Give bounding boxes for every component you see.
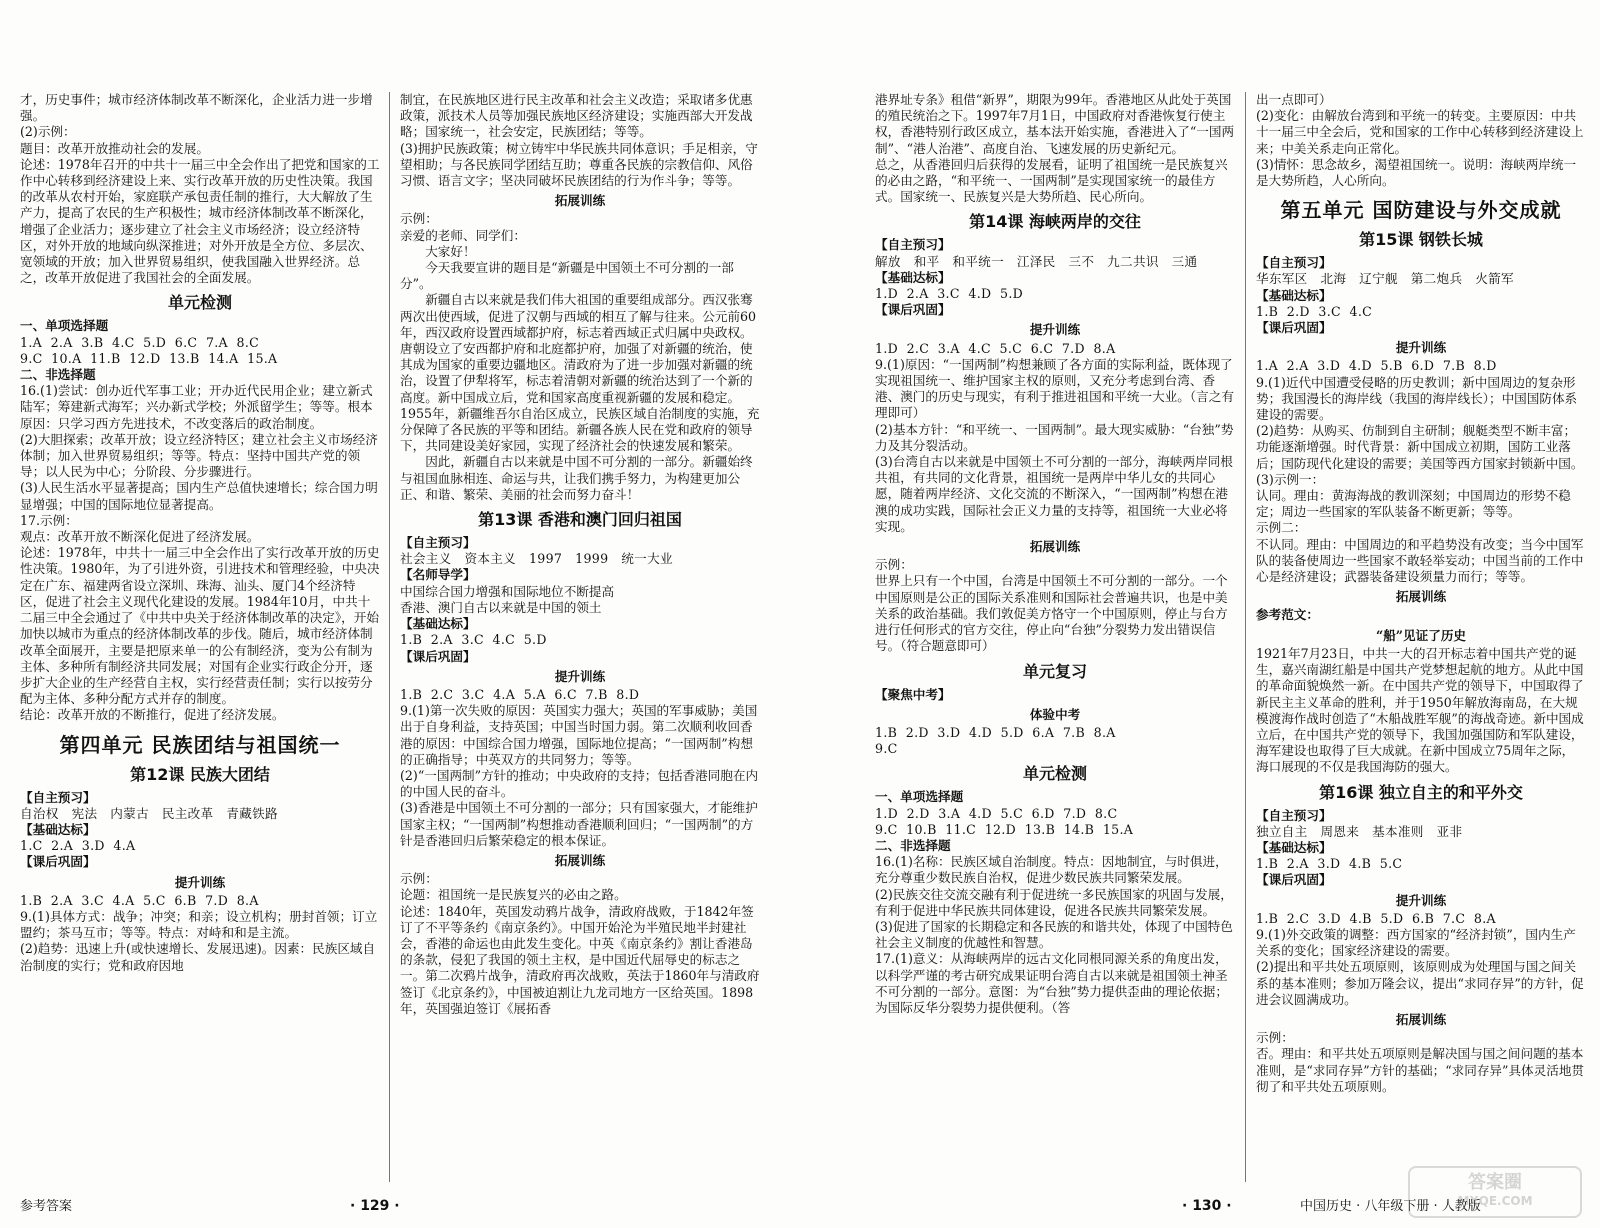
answer-line: 独立自主 周恩来 基本准则 亚非 [1256, 823, 1463, 839]
paragraph: 不认同。理由：中国周边的和平趋势没有改变；当今中国军队的装备使周边一些国家不敢轻举妄动；中国当前的工作中心是经济建设；武器装备建设须量力而行；等等。 [1256, 536, 1584, 585]
paragraph: (3)促进了国家的长期稳定和各民族的和谐共处，体现了中国特色社会主义制度的优越性和智慧。 [875, 918, 1233, 951]
answer-line: 1.C 2.A 3.D 4.A [20, 838, 136, 854]
section-tag: 【基础达标】 [1256, 287, 1332, 303]
paragraph: 大家好！ [425, 243, 476, 259]
paragraph: 观点：改革开放不断深化促进了经济发展。 [20, 529, 260, 545]
column-1 [20, 92, 380, 1186]
column-divider [1245, 92, 1246, 1182]
paragraph: 新疆自古以来就是我们伟大祖国的重要组成部分。西汉张骞两次出使西域，促进了汉朝与西域的相互了解与往来。公元前60年，西汉政府设置西域都护府，标志着西域正式归属中央政权。唐朝设立了安西都护府和北庭都护府，加强了对新疆的统治，使其成为国家的重要边疆地区。清政府为了进一步加强对新疆的统治，设置了伊犁将军，标志着清朝对新疆的统治达到了一个新的高度。新中国成立后，党和国家高度重视新疆的发展和稳定。1955年，新疆维吾尔自治区成立，民族区域自治制度的实施，充分保障了各民族的平等和团结。新疆各族人民在党和政府的领导下，共同建设美好家园，实现了经济社会的快速发展和繁荣。 [400, 292, 760, 454]
lesson-heading: 第12课 民族大团结 [130, 764, 270, 784]
watermark-line-1: 答案圈 [1468, 1172, 1522, 1193]
subsection-heading: 拓展训练 [1395, 1011, 1447, 1027]
answer-line: 1.B 2.A 3.D 4.B 5.C [1256, 856, 1403, 872]
watermark-line-2: MXQE.COM [1457, 1194, 1533, 1208]
paragraph: 论述：1978年召开的中共十一届三中全会作出了把党和国家的工作中心转移到经济建设上来、实行改革开放的历史性决策。我国的改革从农村开始，家庭联产承包责任制的推行，大大解放了生产力，提高了农民的生产积极性；城市经济体制改革不断深化，增强了企业活力；逐步建立了社会主义市场经济；设立经济特区，对外开放的地域向纵深推进；对外开放是全方位、多层次、宽领域的开放；加入世界贸易组织，使我国融入世界经济。总之，改革开放促进了我国社会的全面发展。 [20, 156, 380, 286]
column-divider [389, 92, 390, 1182]
paragraph: 中国综合国力增强和国际地位不断提高 [400, 583, 615, 599]
answer-line: 1.D 2.C 3.A 4.C 5.C 6.C 7.D 8.A [875, 340, 1116, 356]
column-2 [400, 92, 760, 1186]
paragraph: (2)变化：由解放台湾到和平统一的转变。主要原因：中共十一届三中全会后，党和国家的工作中心转移到经济建设上来；中美关系走向正常化。 [1256, 108, 1584, 156]
paragraph: 结论：改革开放的不断推行，促进了经济发展。 [20, 707, 285, 723]
paragraph: 认同。理由：黄海海战的教训深刻；中国周边的形势不稳定；周边一些国家的军队装备不断更新；等等。 [1256, 488, 1571, 520]
paragraph: (3)台湾自古以来就是中国领土不可分割的一部分，海峡两岸同根共祖，有共同的文化背景，祖国统一是两岸中华儿女的共同心愿，随着两岸经济、文化交流的不断深入，“一国两制”构想在港澳的成功实践，国际社会正义力量的支持等，祖国统一大业必将实现。 [875, 454, 1233, 534]
unit-heading: 第四单元 民族团结与祖国统一 [59, 732, 341, 757]
paragraph: 示例： [1256, 1030, 1294, 1046]
paragraph: 16.(1)尝试：创办近代军事工业；开办近代民用企业；建立新式陆军；筹建新式海军；兴办新式学校；外派留学生；等等。根本原因：只学习西方先进技术，不改变落后的政治制度。 [20, 383, 373, 431]
answer-line: 1.D 2.A 3.C 4.D 5.D [875, 286, 1024, 302]
section-tag: 【课后巩固】 [1256, 872, 1332, 888]
paragraph: 16.(1)名称：民族区域自治制度。特点：因地制宜，与时俱进，充分尊重少数民族自治权，促进少数民族共同繁荣发展。 [875, 854, 1228, 886]
section-tag: 【基础达标】 [875, 269, 951, 285]
paragraph: 示例二： [1256, 520, 1307, 536]
section-tag: 【名师导学】 [400, 567, 476, 583]
section-tag: 【自主预习】 [1256, 807, 1332, 823]
paragraph: 亲爱的老师、同学们： [400, 227, 526, 243]
essay-title: “船”见证了历史 [1375, 627, 1467, 643]
section-tag: 【基础达标】 [400, 616, 476, 632]
section-tag: 【自主预习】 [400, 535, 476, 551]
section-tag: 二、非选择题 [20, 367, 96, 383]
paragraph: (2)提出和平共处五项原则，该原则成为处理国与国之间关系的基本准则；参加万隆会议，提出“求同存异”的方针，促进会议圆满成功。 [1256, 959, 1584, 1007]
section-tag: 二、非选择题 [875, 837, 951, 853]
section-heading: 单元检测 [1022, 764, 1087, 784]
section-heading: 单元复习 [1022, 661, 1087, 681]
lesson-heading: 第14课 海峡两岸的交往 [969, 212, 1141, 232]
section-tag: 一、单项选择题 [20, 318, 109, 334]
paragraph: (2)示例： [20, 124, 76, 140]
subsection-heading: 拓展训练 [554, 193, 606, 209]
paragraph: 示例： [875, 557, 913, 573]
paragraph: 示例： [400, 211, 438, 227]
answer-line: 1.A 2.A 3.B 4.C 5.D 6.C 7.A 8.C [20, 334, 260, 350]
answer-line: 解放 和平 和平统一 江泽民 三不 九二共识 三通 [875, 253, 1198, 269]
subsection-heading: 拓展训练 [1395, 589, 1447, 605]
paragraph: (2)趋势：从购买、仿制到自主研制；舰艇类型不断丰富；功能逐渐增强。时代背景：新中国成立初期，国防工业落后；国防现代化建设的需要；美国等西方国家封锁新中国。 [1256, 423, 1584, 471]
paragraph: 17.示例： [20, 512, 78, 528]
answer-line: 自治权 宪法 内蒙古 民主改革 青藏铁路 [20, 805, 278, 821]
answer-line: 9.C 10.B 11.C 12.D 13.B 14.B 15.A [875, 821, 1134, 837]
answer-line: 华东军区 北海 辽宁舰 第二炮兵 火箭军 [1256, 271, 1514, 287]
answer-line: 1.B 2.C 3.C 4.A 5.A 6.C 7.B 8.D [400, 686, 640, 702]
paragraph: (3)拥护民族政策；树立铸牢中华民族共同体意识；手足相亲，守望相助；与各民族同学团结互助；尊重各民族的宗教信仰、风俗习惯、语言文字；坚决同破坏民族团结的行为作斗争；等等。 [400, 140, 758, 189]
paragraph: (2)趋势：迅速上升(或快速增长、发展迅速)。因素：民族区域自治制度的实行；党和政府因地 [20, 941, 376, 973]
paragraph: 制宜，在民族地区进行民主改革和社会主义改造；采取诸多优惠政策，派技术人员等加强民族地区经济建设；实施西部大开发战略；国家统一，社会安定，民族团结；等等。 [400, 92, 753, 140]
paragraph: 总之，从香港回归后获得的发展看，证明了祖国统一是民族复兴的必由之路，“和平统一、一国两制”是实现国家统一的最佳方式。国家统一、民族复兴是大势所趋、民心所向。 [875, 156, 1228, 205]
answer-line: 社会主义 资本主义 1997 1999 统一大业 [400, 551, 673, 567]
paragraph: 17.(1)意义：从海峡两岸的远古文化同根同源关系的角度出发，以科学严谨的考古研究成果证明台湾自古以来就是祖国领土神圣不可分割的一部分。意图：为“台独”势力提供歪曲的理论依据；为国际反华分裂势力提供便利。（答 [875, 951, 1228, 1015]
paragraph: (2)民族交往交流交融有利于促进统一多民族国家的巩固与发展，有利于促进中华民族共同体建设，促进各民族共同繁荣发展。 [875, 886, 1233, 918]
subsection-heading: 拓展训练 [554, 852, 606, 868]
answer-line: 9.C [875, 741, 898, 757]
subsection-heading: 提升训练 [1395, 892, 1447, 908]
section-tag: 【课后巩固】 [400, 648, 476, 664]
answer-line: 1.B 2.A 3.C 4.C 5.D [400, 632, 547, 648]
book-title: 中国历史 · 八年级下册 · 人教版 [1300, 1199, 1481, 1214]
paragraph: (3)人民生活水平显著提高；国内生产总值快速增长；综合国力明显增强；中国的国际地位显著提高。 [20, 480, 378, 512]
column-3 [875, 92, 1235, 1186]
footer-left-label: 参考答案 [20, 1199, 73, 1214]
paragraph: 9.(1)第一次失败的原因：英国实力强大；英国的军事威胁；美国出于自身利益，支持英国；中国当时国力弱。第二次顺利收回香港的原因：中国综合国力增强，国际地位提高；“一国两制”构想的正确指导；中英双方的共同努力；等等。 [400, 703, 758, 767]
subsection-heading: 提升训练 [1395, 340, 1447, 356]
paragraph: 港界址专条》租借“新界”，期限为99年。香港地区从此处于英国的殖民统治之下。1997年7月1日，中国政府对香港恢复行使主权，香港特别行政区成立，基本法开始实施，香港进入了“一国两制”、“港人治港”、高度自治、飞速发展的历史新纪元。 [875, 92, 1235, 156]
section-tag: 【聚焦中考】 [875, 686, 951, 702]
paragraph: 才，历史事件；城市经济体制改革不断深化，企业活力进一步增强。 [20, 92, 373, 124]
paragraph: 因此，新疆自古以来就是中国不可分割的一部分。新疆始终与祖国血脉相连、命运与共，让我们携手努力，为构建更加公正、和谐、繁荣、美丽的社会而努力奋斗！ [400, 454, 753, 502]
paragraph: 香港、澳门自古以来就是中国的领土 [400, 599, 602, 615]
subsection-heading: 提升训练 [174, 874, 226, 890]
section-tag: 【基础达标】 [20, 821, 96, 837]
section-tag: 【课后巩固】 [875, 302, 951, 318]
section-tag: 【基础达标】 [1256, 839, 1332, 855]
page-number-right: · 130 · [1182, 1198, 1232, 1214]
unit-heading: 第五单元 国防建设与外交成就 [1280, 198, 1562, 223]
section-tag: 【自主预习】 [875, 237, 951, 253]
section-tag: 一、单项选择题 [875, 789, 964, 805]
answer-line: 9.C 10.A 11.B 12.D 13.B 14.A 15.A [20, 350, 278, 366]
paragraph: 今天我要宣讲的题目是“新疆是中国领土不可分割的一部分”。 [400, 260, 734, 292]
paragraph: 9.(1)近代中国遭受侵略的历史教训；新中国周边的复杂形势；我国漫长的海岸线（我国的海岸线长）；中国国防体系建设的需要。 [1256, 374, 1578, 423]
subsection-heading: 拓展训练 [1029, 539, 1081, 555]
answer-line: 1.D 2.D 3.A 4.D 5.C 6.D 7.D 8.C [875, 805, 1118, 821]
paragraph: 示例： [400, 871, 438, 887]
lesson-heading: 第15课 钢铁长城 [1359, 230, 1483, 250]
lesson-heading: 第16课 独立自主的和平外交 [1319, 782, 1523, 802]
answer-line: 1.B 2.D 3.D 4.D 5.D 6.A 7.B 8.A [875, 724, 1116, 740]
watermark-logo [1408, 1166, 1582, 1218]
paragraph: 题目：改革开放推动社会的发展。 [20, 140, 209, 156]
answer-line: 1.B 2.A 3.C 4.A 5.C 6.B 7.D 8.A [20, 892, 259, 908]
answer-line: 1.A 2.A 3.D 4.D 5.B 6.D 7.B 8.D [1256, 358, 1497, 374]
subsection-heading: 提升训练 [554, 668, 606, 684]
answer-line: 1.B 2.C 3.D 4.B 5.D 6.B 7.C 8.A [1256, 910, 1496, 926]
section-tag: 参考范文： [1256, 607, 1319, 623]
paragraph: 9.(1)原因：“一国两制”构想兼顾了各方面的实际利益，既体现了实现祖国统一、维护国家主权的原则，又充分考虑到台湾、香港、澳门的历史与现实，有利于推进祖国和平统一大业。（言之有理即可） [875, 356, 1234, 421]
paragraph: 1921年7月23日，中共一大的召开标志着中国共产党的诞生，嘉兴南湖红船是中国共产党梦想起航的地方。从此中国的革命面貌焕然一新。在中国共产党的领导下，中国取得了新民主主义革命的胜利，并于1950年解放海南岛，在大规模渡海作战时创造了“木船战胜军舰”的海战奇迹。新中国成立后，在中国共产党的领导下，我国加强国防和军队建设，海军建设也取得了巨大成就。在新中国成立75周年之际，海口展现的不仅是我国海防的强大。 [1256, 645, 1584, 775]
paragraph: 论题：祖国统一是民族复兴的必由之路。 [400, 887, 627, 903]
paragraph: (2)基本方针：“和平统一、一国两制”。最大现实威胁：“台独”势力及其分裂活动。 [875, 421, 1234, 453]
subsection-heading: 提升训练 [1029, 322, 1081, 338]
page-number-left: · 129 · [350, 1198, 400, 1214]
paragraph: (3)情怀：思念故乡，渴望祖国统一。说明：海峡两岸统一是大势所趋，人心所向。 [1256, 156, 1577, 189]
paragraph: (2)大胆探索；改革开放；设立经济特区；建立社会主义市场经济体制；加入世界贸易组织；等等。特点：坚持中国共产党的领导；以人民为中心；分阶段、分步骤进行。 [20, 431, 378, 480]
subsection-heading: 体验中考 [1029, 706, 1081, 722]
section-tag: 【课后巩固】 [1256, 320, 1332, 336]
paragraph: (2)“一国两制”方针的推动；中央政府的支持；包括香港同胞在内的中国人民的奋斗。 [400, 767, 759, 800]
paragraph: 世界上只有一个中国，台湾是中国领土不可分割的一部分。一个中国原则是公正的国际关系准则和国际社会普遍共识，也是中美关系的政治基础。我们敦促美方恪守一个中国原则，停止与台方进行任何形式的官方交往，停止向“台独”分裂势力发出错误信号。（符合题意即可） [875, 573, 1228, 654]
section-tag: 【课后巩固】 [20, 854, 96, 870]
paragraph: 否。理由：和平共处五项原则是解决国与国之间问题的基本准则，是“求同存异”方针的基础；“求同存异”具体灵活地贯彻了和平共处五项原则。 [1256, 1046, 1585, 1094]
paragraph: 论述：1978年，中共十一届三中全会作出了实行改革开放的历史性决策。1980年，为了引进外资，引进技术和管理经验，中央决定在广东、福建两省设立深圳、珠海、汕头、厦门4个经济特区，促进了社会主义现代化建设的发展。1984年10月，中共十二届三中全会通过了《中共中央关于经济体制改革的决定》，开始加快以城市为重点的经济体制改革的步伐。随后，城市经济体制改革全面展开，主要是把原来单一的公有制经济，变为公有制为主体、多种所有制经济共同发展；对国有企业实行政企分开，逐步扩大企业的生产经营自主权，实行经营责任制；实行以按劳分配为主体、多种分配方式并存的制度。 [20, 545, 380, 707]
section-tag: 【自主预习】 [1256, 255, 1332, 271]
paragraph: 9.(1)外交政策的调整：西方国家的“经济封锁”，国内生产关系的变化；国家经济建设的需要。 [1256, 926, 1576, 959]
paragraph: (3)香港是中国领土不可分割的一部分；只有国家强大，才能维护国家主权；“一国两制”构想推动香港顺利回归；“一国两制”的方针是香港回归后繁荣稳定的根本保证。 [400, 800, 758, 848]
lesson-heading: 第13课 香港和澳门回归祖国 [478, 510, 682, 530]
paragraph: (3)示例一： [1256, 471, 1325, 487]
paragraph: 9.(1)具体方式：战争；冲突；和亲；设立机构；册封首领；订立盟约；茶马互市；等等。特点：对峙和和是主流。 [20, 908, 378, 941]
paragraph: 出一点即可） [1256, 92, 1332, 107]
section-heading: 单元检测 [167, 293, 232, 313]
paragraph: 论述：1840年，英国发动鸦片战争，清政府战败，于1842年签订了不平等条约《南京条约》。中国开始沦为半殖民地半封建社会，香港的命运也由此发生变化。中英《南京条约》割让香港岛的条款，侵犯了我国的领土主权，是中国近代屈辱史的标志之一。第二次鸦片战争，清政府再次战败，英法于1860年与清政府签订《北京条约》，中国被迫割让九龙司地方一区给英国。1898年，英国强迫签订《展拓香 [400, 903, 760, 1016]
answer-line: 1.B 2.D 3.C 4.C [1256, 303, 1373, 319]
column-4 [1256, 92, 1586, 1186]
section-tag: 【自主预习】 [20, 789, 96, 805]
